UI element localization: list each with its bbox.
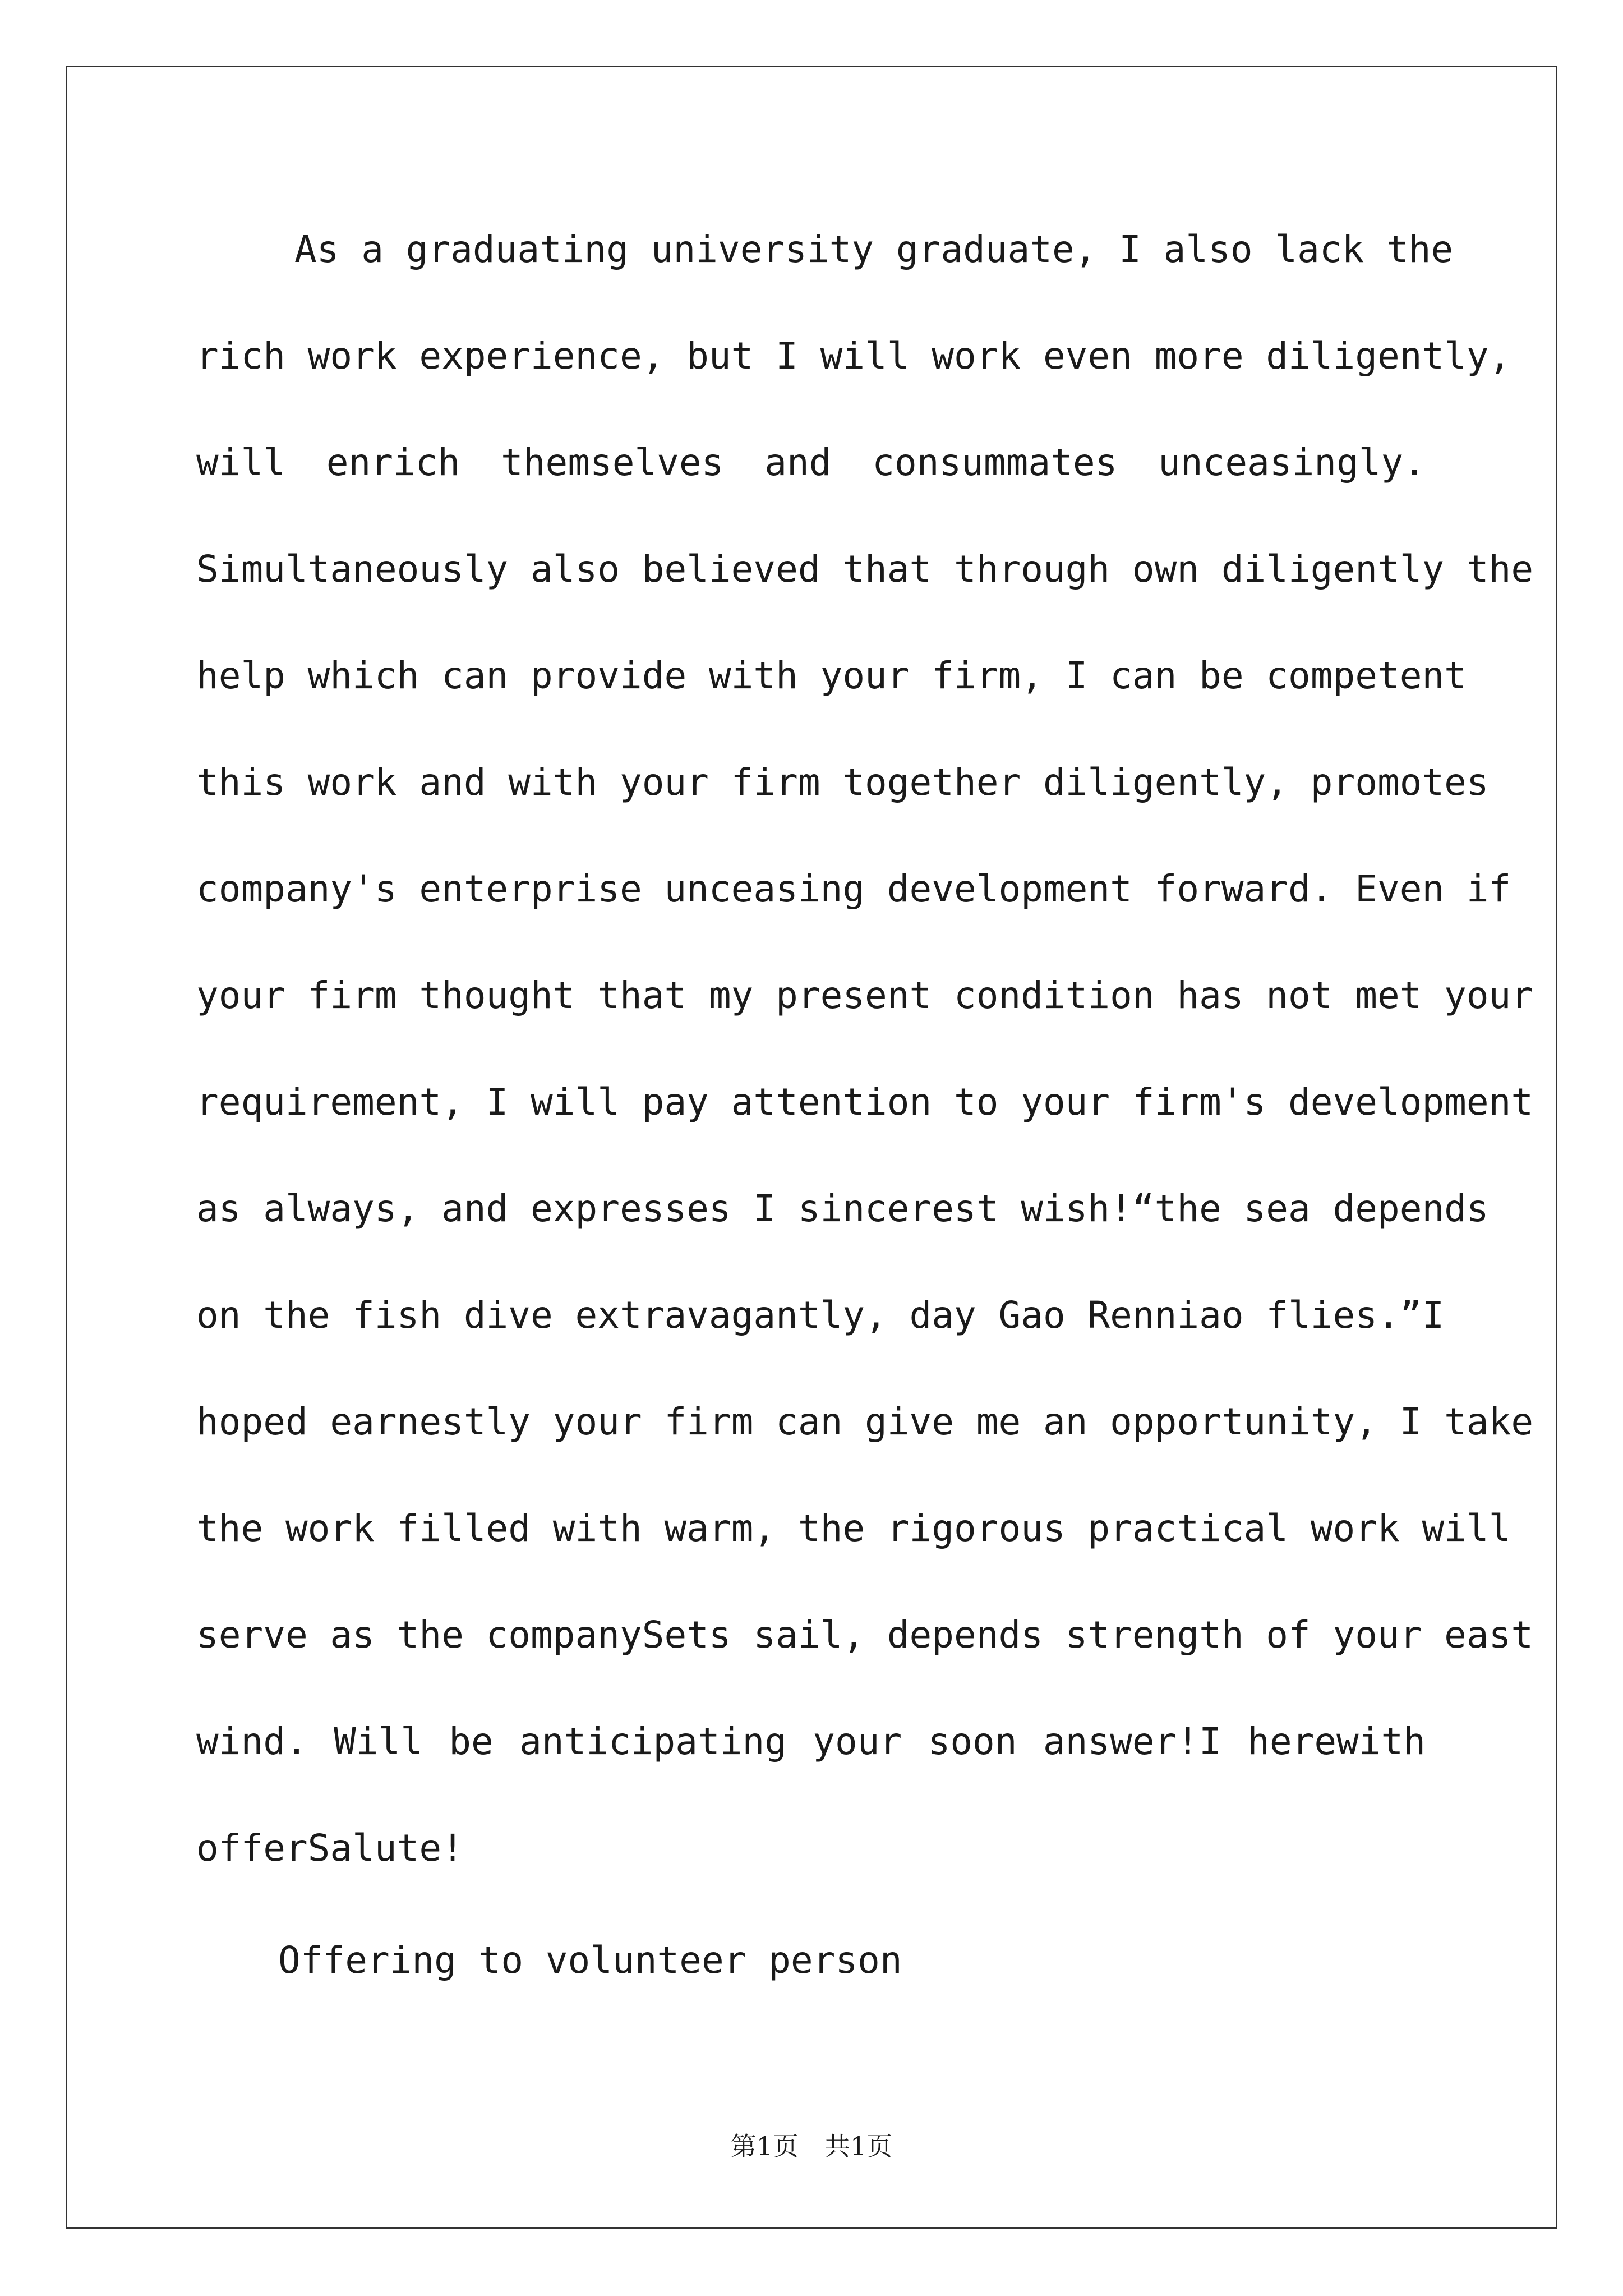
body-line: will enrich themselves and consummates unceasingly. [196, 441, 1426, 484]
body-line: company's enterprise unceasing development forward. Even if [196, 867, 1511, 910]
letter-body [196, 213, 1534, 1918]
body-line: the work filled with warm, the rigorous practical work will [196, 1507, 1511, 1550]
body-line: wind. Will be anticipating your soon answer!I herewith [196, 1720, 1426, 1763]
body-line: requirement, I will pay attention to your firm's development [196, 1080, 1534, 1124]
body-line: this work and with your firm together diligently, promotes [196, 761, 1489, 804]
body-line: as always, and expresses I sincerest wish!“the sea depends [196, 1187, 1489, 1230]
page-number-current: 第1页 [730, 2131, 799, 2161]
body-line: help which can provide with your firm, I can be competent [196, 654, 1467, 697]
signature-line: Offering to volunteer person [278, 1939, 902, 1982]
body-line: offerSalute! [196, 1826, 464, 1870]
body-line: hoped earnestly your firm can give me an opportunity, I take [196, 1400, 1534, 1443]
body-line: on the fish dive extravagantly, day Gao Renniao flies.”I [196, 1294, 1445, 1337]
body-line: As a graduating university graduate, I also lack the [294, 228, 1454, 271]
body-line: Simultaneously also believed that through own diligently the [196, 547, 1534, 591]
body-line: your firm thought that my present condition has not met your [196, 974, 1534, 1017]
body-line: rich work experience, but I will work even more diligently, [196, 334, 1511, 378]
body-line: serve as the companySets sail, depends strength of your east [196, 1613, 1534, 1657]
page-number-total: 共1页 [824, 2131, 893, 2161]
page-footer [0, 2126, 1623, 2163]
